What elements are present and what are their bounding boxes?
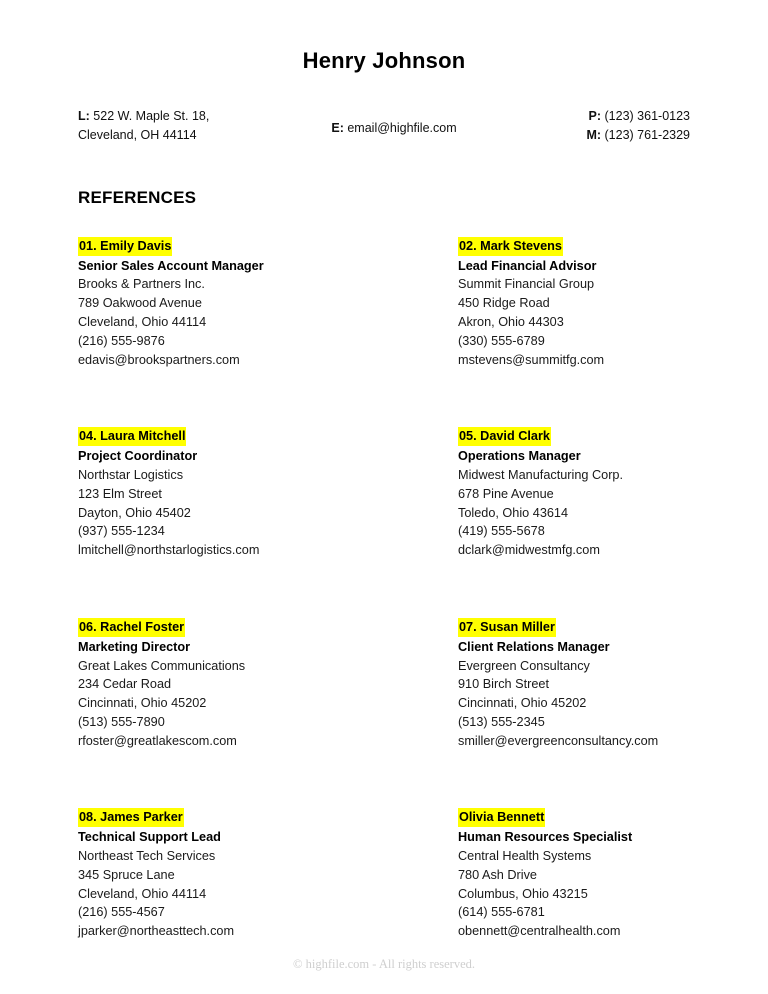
reference-phone: (614) 555-6781: [458, 905, 545, 920]
reference-phone: (330) 555-6789: [458, 333, 545, 348]
reference-city: Cleveland, Ohio 44114: [78, 886, 207, 901]
reference-name-highlight: 02. Mark Stevens: [458, 237, 563, 256]
reference-phone: (216) 555-4567: [78, 905, 165, 920]
reference-city: Akron, Ohio 44303: [458, 314, 564, 329]
reference-email: lmitchell@northstarlogistics.com: [78, 543, 260, 558]
reference-job-title: Project Coordinator: [78, 449, 198, 464]
reference-name-highlight: 04. Laura Mitchell: [78, 427, 186, 446]
reference-name-highlight: Olivia Bennett: [458, 808, 545, 827]
reference-name-highlight: 08. James Parker: [78, 808, 184, 827]
reference-street: 910 Birch Street: [458, 677, 549, 692]
reference-name-highlight: 06. Rachel Foster: [78, 618, 185, 637]
phone-mobile-label: M:: [586, 128, 602, 143]
phone-primary-label: P:: [588, 109, 602, 123]
reference-company: Brooks & Partners Inc.: [78, 277, 205, 292]
reference-name: [458, 808, 690, 828]
reference-company: Midwest Manufacturing Corp.: [458, 467, 624, 482]
reference-name: [458, 427, 690, 447]
reference-street: 678 Pine Avenue: [458, 486, 554, 501]
reference-company: Evergreen Consultancy: [458, 658, 590, 673]
email-label: E:: [331, 121, 344, 135]
reference-entry: [458, 808, 690, 941]
reference-email: rfoster@greatlakescom.com: [78, 733, 237, 748]
reference-email: jparker@northeasttech.com: [78, 924, 235, 939]
page-title: Henry Johnson: [302, 48, 466, 73]
address-label: L:: [78, 109, 90, 123]
reference-street: 780 Ash Drive: [458, 867, 537, 882]
reference-street: 123 Elm Street: [78, 486, 162, 501]
reference-phone: (513) 555-7890: [78, 714, 165, 729]
phone-primary-value: (123) 361-0123: [604, 109, 690, 123]
reference-name: [78, 618, 458, 638]
reference-street: 345 Spruce Lane: [78, 867, 175, 882]
reference-job-title: Human Resources Specialist: [458, 830, 633, 845]
address-line-1: [78, 107, 278, 126]
reference-email: obennett@centralhealth.com: [458, 924, 621, 939]
email-line: [279, 119, 509, 138]
reference-name: [458, 237, 690, 257]
phone-primary-line: [510, 107, 690, 126]
reference-entry: [458, 237, 690, 370]
footer-copyright: © highfile.com - All rights reserved.: [292, 957, 476, 971]
reference-entry: [78, 618, 458, 751]
reference-name-highlight: 01. Emily Davis: [78, 237, 172, 256]
reference-email: edavis@brookspartners.com: [78, 352, 240, 367]
reference-city: Cleveland, Ohio 44114: [78, 314, 207, 329]
reference-company: Great Lakes Communications: [78, 658, 246, 673]
reference-job-title: Operations Manager: [458, 449, 581, 464]
reference-company: Northstar Logistics: [78, 467, 184, 482]
reference-city: Columbus, Ohio 43215: [458, 886, 588, 901]
reference-name-highlight: 05. David Clark: [458, 427, 551, 446]
address-street: 522 W. Maple St. 18,: [93, 109, 210, 123]
reference-name: [78, 427, 458, 447]
phone-mobile-value: (123) 761-2329: [604, 128, 690, 143]
reference-job-title: Technical Support Lead: [78, 830, 221, 845]
reference-email: smiller@evergreenconsultancy.com: [458, 733, 659, 748]
reference-entry: [458, 618, 690, 751]
contact-email-block: [279, 107, 509, 138]
reference-name: [458, 618, 690, 638]
reference-company: Summit Financial Group: [458, 277, 595, 292]
reference-name: [78, 808, 458, 828]
reference-entry: [78, 427, 458, 560]
reference-street: 789 Oakwood Avenue: [78, 296, 202, 311]
address-line-2: Cleveland, OH 44114: [78, 128, 197, 143]
reference-job-title: Lead Financial Advisor: [458, 258, 597, 273]
reference-email: dclark@midwestmfg.com: [458, 543, 600, 558]
reference-job-title: Senior Sales Account Manager: [78, 258, 264, 273]
reference-entry: [458, 427, 690, 560]
contact-header: [78, 107, 690, 146]
contact-phone-block: [510, 107, 690, 146]
reference-job-title: Client Relations Manager: [458, 639, 610, 654]
reference-entry: [78, 808, 458, 941]
reference-city: Dayton, Ohio 45402: [78, 505, 191, 520]
reference-city: Cincinnati, Ohio 45202: [78, 696, 207, 711]
reference-phone: (419) 555-5678: [458, 524, 545, 539]
reference-phone: (513) 555-2345: [458, 714, 545, 729]
section-heading-references: REFERENCES: [78, 187, 197, 207]
reference-email: mstevens@summitfg.com: [458, 352, 605, 367]
reference-name: [78, 237, 458, 257]
phone-mobile-line: [510, 126, 690, 145]
references-grid: [78, 237, 690, 941]
reference-entry: [78, 237, 458, 370]
reference-company: Northeast Tech Services: [78, 849, 216, 864]
contact-address-block: [78, 107, 278, 146]
reference-street: 450 Ridge Road: [458, 296, 550, 311]
reference-phone: (937) 555-1234: [78, 524, 165, 539]
email-value: email@highfile.com: [347, 121, 457, 135]
reference-company: Central Health Systems: [458, 849, 592, 864]
reference-city: Cincinnati, Ohio 45202: [458, 696, 587, 711]
reference-street: 234 Cedar Road: [78, 677, 172, 692]
reference-phone: (216) 555-9876: [78, 333, 165, 348]
reference-name-highlight: 07. Susan Miller: [458, 618, 556, 637]
reference-city: Toledo, Ohio 43614: [458, 505, 569, 520]
reference-job-title: Marketing Director: [78, 639, 191, 654]
